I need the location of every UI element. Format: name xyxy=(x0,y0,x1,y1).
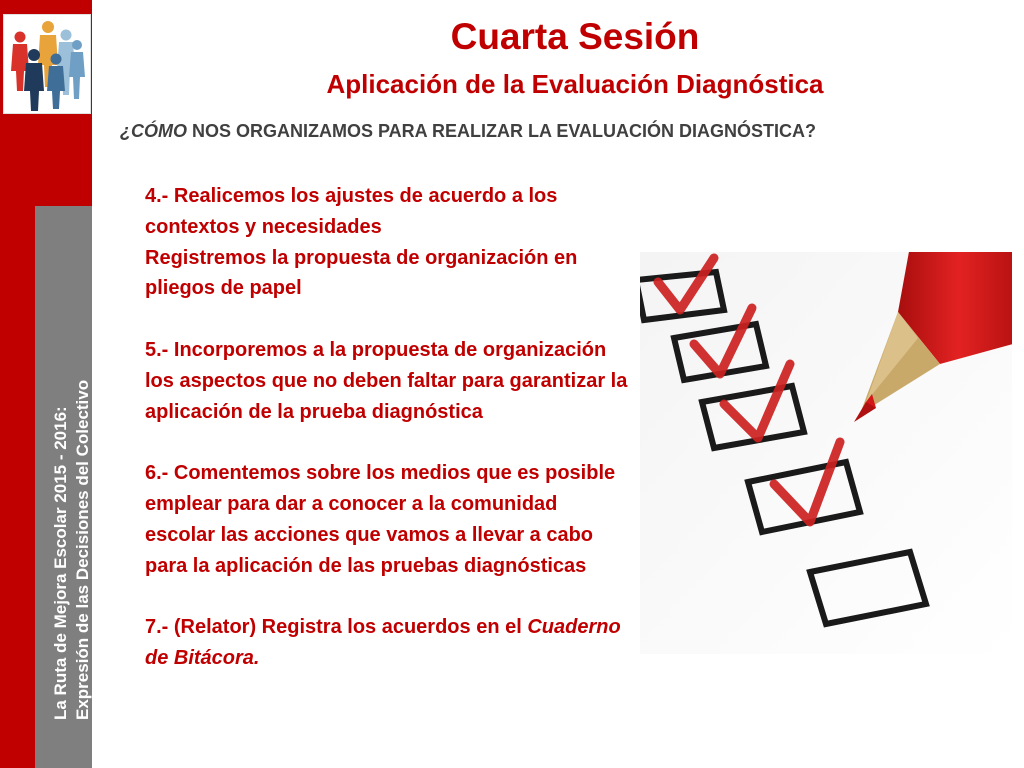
guiding-question xyxy=(120,118,1000,144)
step-5-line: aplicación de la prueba diagnóstica xyxy=(145,400,483,423)
people-group-logo-icon xyxy=(4,15,90,113)
step-4-line: 4.- Realicemos los ajustes de acuerdo a los xyxy=(145,185,558,207)
sidebar-caption-line1: La Ruta de Mejora Escolar 2015 - 2016: xyxy=(51,406,70,720)
step-6-line: para la aplicación de las pruebas diagnósticas xyxy=(145,554,587,577)
question-emphasis: ¿CÓMO xyxy=(120,121,187,141)
steps-list xyxy=(145,181,675,705)
checklist-pencil-icon xyxy=(640,252,1012,654)
sidebar-caption xyxy=(47,240,97,720)
step-6-line: escolar las acciones que vamos a llevar a cabo xyxy=(145,523,594,546)
step-4-line: contextos y necesidades xyxy=(145,215,382,238)
step-7-emphasis: de Bitácora. xyxy=(145,646,260,669)
step-4-line: Registremos la propuesta de organización en xyxy=(145,246,578,269)
step-4 xyxy=(145,181,675,304)
step-6-line: 6.- Comentemos sobre los medios que es posible xyxy=(145,462,616,485)
step-7-line xyxy=(145,612,675,643)
step-7-line xyxy=(145,643,675,674)
step-5-line: los aspectos que no deben faltar para garantizar la xyxy=(145,369,628,392)
step-6 xyxy=(145,458,675,581)
step-6-line: emplear para dar a conocer a la comunidad xyxy=(145,492,558,515)
step-7-emphasis: Cuaderno xyxy=(527,616,621,639)
step-5-line: 5.- Incorporemos a la propuesta de organización xyxy=(145,338,607,361)
page-subtitle: Aplicación de la Evaluación Diagnóstica xyxy=(326,69,824,99)
step-7 xyxy=(145,612,675,674)
sidebar-caption-line2: Expresión de las Decisiones del Colectivo xyxy=(73,379,92,720)
question-text: NOS ORGANIZAMOS PARA REALIZAR LA EVALUACIÓN DIAGNÓSTICA? xyxy=(187,121,816,141)
step-4-line: pliegos de papel xyxy=(145,277,302,300)
step-5 xyxy=(145,335,675,427)
step-7-text: 7.- (Relator) Registra los acuerdos en el xyxy=(145,616,528,639)
page-title: Cuarta Sesión xyxy=(450,16,700,57)
